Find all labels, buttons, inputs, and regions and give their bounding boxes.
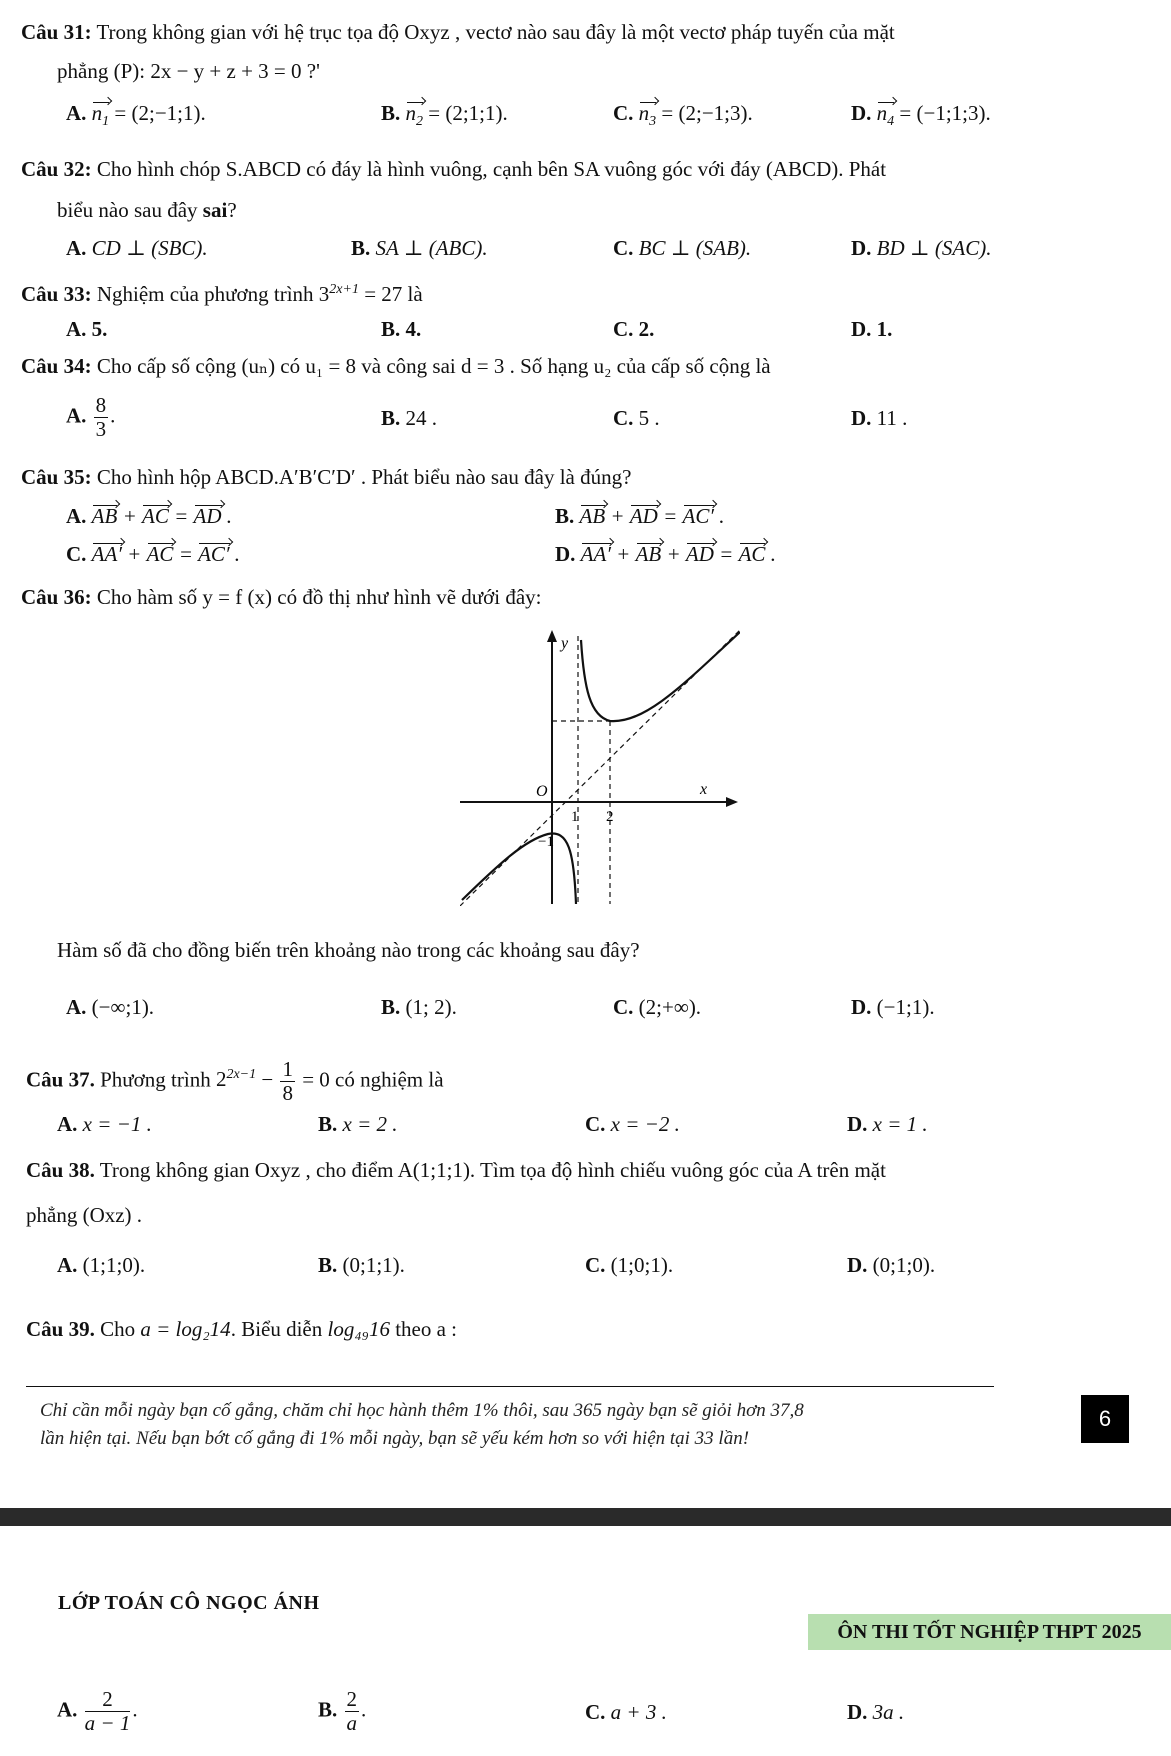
page-number: 6 bbox=[1081, 1395, 1129, 1443]
x-axis-label: x bbox=[700, 781, 708, 798]
q39-option-b[interactable]: B. $\frac{2}{a}$ . bbox=[318, 1687, 367, 1736]
q33-option-c[interactable]: C. 2. bbox=[613, 317, 655, 341]
y-axis-label: y bbox=[561, 635, 569, 652]
q32-label: Câu 32: bbox=[21, 157, 92, 181]
q36-option-b[interactable]: B. (1; 2). bbox=[381, 995, 457, 1019]
footer-quote-line1: Chỉ cần mỗi ngày bạn cố gắng, chăm chỉ học hành thêm 1% thôi, sau 365 ngày bạn sẽ giỏi hơn 37,8 bbox=[40, 1400, 804, 1421]
origin-label: O bbox=[536, 783, 548, 800]
q33-option-a[interactable]: A. 5. bbox=[66, 317, 108, 341]
q35-option-c[interactable]: C. AA′ + AC = AC′ . bbox=[66, 542, 241, 566]
q37-option-a[interactable]: A. x = −1 . bbox=[57, 1112, 152, 1136]
q32-text: Cho hình chóp S.ABCD có đáy là hình vuông, cạnh bên SA vuông góc với đáy (ABCD). Phát bbox=[96, 157, 887, 181]
q35-option-b[interactable]: B. AB + AD = AC′ . bbox=[555, 504, 725, 528]
q31-stem bbox=[21, 20, 895, 45]
tick-label-1: 1 bbox=[571, 809, 579, 825]
q36-option-c[interactable]: C. (2;+∞). bbox=[613, 995, 702, 1019]
q36-stem: Câu 36: Cho hàm số y = f (x) có đồ thị như hình vẽ dưới đây: bbox=[21, 585, 542, 609]
tick-label-2: 2 bbox=[606, 809, 614, 825]
q33-option-d[interactable]: D. 1. bbox=[851, 317, 893, 341]
q32-option-c[interactable]: C. BC ⊥ (SAB). bbox=[613, 236, 752, 260]
q34-option-d[interactable]: D. 11 . bbox=[851, 406, 908, 430]
q38-stem: Câu 38. Trong không gian Oxyz , cho điểm A(1;1;1). Tìm tọa độ hình chiếu vuông góc của A trên mặt bbox=[26, 1158, 886, 1182]
graph-left-branch bbox=[462, 834, 576, 904]
q39-option-a[interactable]: A. $\frac{2}{a - 1}$ . bbox=[57, 1687, 138, 1736]
page-break-band bbox=[0, 1508, 1171, 1526]
q32-option-b[interactable]: B. SA ⊥ (ABC). bbox=[351, 236, 488, 260]
footer-divider bbox=[26, 1386, 994, 1387]
q38-option-a[interactable]: A. (1;1;0). bbox=[57, 1253, 146, 1277]
q39-stem: Câu 39. Cho a = log₂14. Biểu diễn log₄₉16 theo a : bbox=[26, 1317, 458, 1341]
q33-stem: Câu 33: Nghiệm của phương trình $3^{2x+1} = 27$ là bbox=[21, 282, 423, 306]
q38-text-line2: phẳng (Oxz) . bbox=[26, 1203, 143, 1227]
q38-option-d[interactable]: D. (0;1;0). bbox=[847, 1253, 936, 1277]
q31-option-c[interactable]: C. $n_3$ = (2;−1;3). bbox=[613, 101, 753, 130]
q32-stem bbox=[21, 157, 886, 182]
q36-option-a[interactable]: A. (−∞;1). bbox=[66, 995, 155, 1019]
q37-stem: Câu 37. Phương trình $2^{2x-1}$ − $\frac{1}{8}$ = 0 có nghiệm là bbox=[26, 1057, 444, 1106]
q36-question: Hàm số đã cho đồng biến trên khoảng nào trong các khoảng sau đây? bbox=[57, 938, 640, 962]
brand-title: LỚP TOÁN CÔ NGỌC ÁNH bbox=[58, 1592, 320, 1614]
q34-option-b[interactable]: B. 24 . bbox=[381, 406, 438, 430]
q37-option-b[interactable]: B. x = 2 . bbox=[318, 1112, 398, 1136]
q39-option-d[interactable]: D. 3a . bbox=[847, 1700, 905, 1724]
q35-option-d[interactable]: D. AA′ + AB + AD = AC . bbox=[555, 542, 776, 566]
q33-option-b[interactable]: B. 4. bbox=[381, 317, 422, 341]
q31-option-a[interactable]: A. $n_1$ = (2;−1;1). bbox=[66, 101, 206, 130]
q31-option-d[interactable]: D. $n_4$ = (−1;1;3). bbox=[851, 101, 991, 130]
q31-option-b[interactable]: B. $n_2$ = (2;1;1). bbox=[381, 101, 508, 130]
q31-text-line2: phẳng (P): 2x − y + z + 3 = 0 ?' bbox=[57, 59, 320, 83]
y-axis-arrow bbox=[547, 630, 557, 642]
q36-option-d[interactable]: D. (−1;1). bbox=[851, 995, 935, 1019]
q31-text: Trong không gian với hệ trục tọa độ Oxyz , vectơ nào sau đây là một vectơ pháp tuyến của mặt bbox=[96, 20, 895, 44]
q38-option-c[interactable]: C. (1;0;1). bbox=[585, 1253, 674, 1277]
q31-label: Câu 31: bbox=[21, 20, 92, 44]
q32-option-a[interactable]: A. CD ⊥ (SBC). bbox=[66, 236, 208, 260]
q34-option-a[interactable]: A. $\frac{8}{3}$ . bbox=[66, 393, 116, 442]
tick-label-neg1: −1 bbox=[538, 834, 554, 850]
q32-text-line2: biểu nào sau đây sai? bbox=[57, 198, 237, 222]
q35-stem: Câu 35: Cho hình hộp ABCD.A′B′C′D′ . Phát biểu nào sau đây là đúng? bbox=[21, 465, 632, 489]
exam-banner: ÔN THI TỐT NGHIỆP THPT 2025 bbox=[808, 1614, 1171, 1650]
q39-option-c[interactable]: C. a + 3 . bbox=[585, 1700, 667, 1724]
q36-graph bbox=[460, 628, 740, 906]
q37-option-c[interactable]: C. x = −2 . bbox=[585, 1112, 680, 1136]
q35-option-a[interactable]: A. AB + AC = AD . bbox=[66, 504, 233, 528]
x-axis-arrow bbox=[726, 797, 738, 807]
q34-option-c[interactable]: C. 5 . bbox=[613, 406, 660, 430]
q32-option-d[interactable]: D. BD ⊥ (SAC). bbox=[851, 236, 992, 260]
footer-quote-line2: lần hiện tại. Nếu bạn bớt cố gắng đi 1% mỗi ngày, bạn sẽ yếu kém hơn so với hiện tại 33 lần! bbox=[40, 1428, 750, 1449]
q38-option-b[interactable]: B. (0;1;1). bbox=[318, 1253, 405, 1277]
q34-stem: Câu 34: Cho cấp số cộng (uₙ) có u₁ = 8 và công sai d = 3 . Số hạng u₂ của cấp số cộng là bbox=[21, 354, 771, 378]
q37-option-d[interactable]: D. x = 1 . bbox=[847, 1112, 928, 1136]
